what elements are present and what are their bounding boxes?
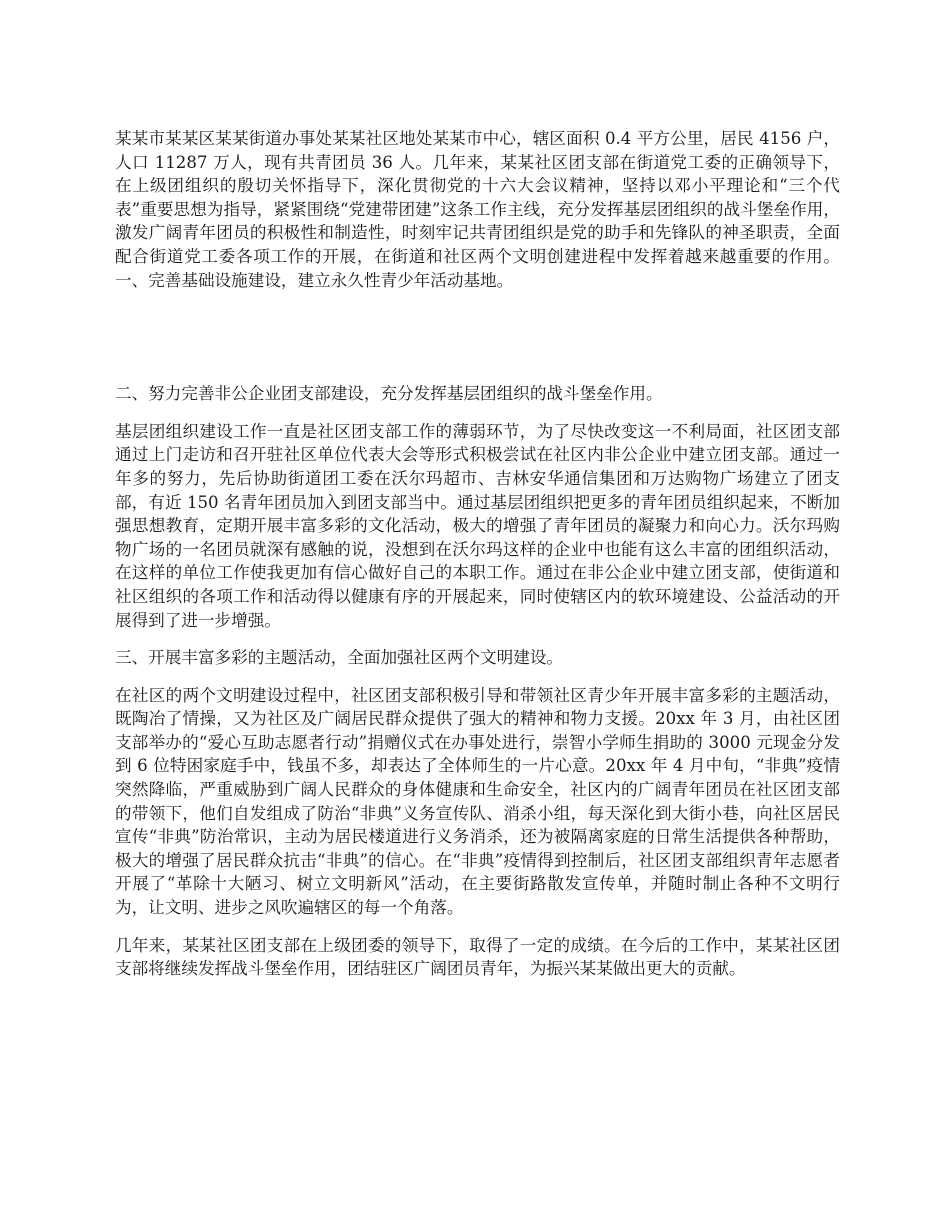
section-two-paragraph: 基层团组织建设工作一直是社区团支部工作的薄弱环节，为了尽快改变这一不利局面，社区团支部通过上门走访和召开驻社区单位代表大会等形式积极尝试在社区内非公企业中建立团支部。通过一年多的努力，先后协助街道团工委在沃尔玛超市、吉林安华通信集团和万达购物广场建立了团支部，有近 150 名青年团员加入到团支部当中。通过基层团组织把更多的青年团员组织起来，不断加强思想教育，定期开展丰富多彩的文化活动，极大的增强了青年团员的凝聚力和向心力。沃尔玛购物广场的一名团员就深有感触的说，没想到在沃尔玛这样的企业中也能有这么丰富的团组织活动，在这样的单位工作使我更加有信心做好自己的本职工作。通过在非公企业中建立团支部，使街道和社区组织的各项工作和活动得以健康有序的开展起来，同时使辖区内的软环境建设、公益活动的开展得到了进一步增强。 — [115, 421, 840, 630]
closing-paragraph: 几年来，某某社区团支部在上级团委的领导下，取得了一定的成绩。在今后的工作中，某某社区团支部将继续发挥战斗堡垒作用，团结驻区广阔团员青年，为振兴某某做出更大的贡献。 — [115, 935, 840, 979]
section-heading-three: 三、开展丰富多彩的主题活动，全面加强社区两个文明建设。 — [115, 648, 564, 668]
section-three-paragraph: 在社区的两个文明建设过程中，社区团支部积极引导和带领社区青少年开展丰富多彩的主题活动，既陶冶了情操，又为社区及广阔居民群众提供了强大的精神和物力支援。20xx 年 3 月，由社区团支部举办的“爱心互助志愿者行动”捐赠仪式在办事处进行，崇智小学师生捐助的 3000 元现金分发到 6 位特困家庭手中，钱虽不多，却表达了全体师生的一片心意。20xx 年 4 月中旬，“非典”疫情突然降临，严重威胁到广阔人民群众的身体健康和生命安全，社区内的广阔青年团员在社区团支部的带领下，他们自发组成了防治“非典”义务宣传队、消杀小组，每天深化到大街小巷，向社区居民宣传“非典”防治常识，主动为居民楼道进行义务消杀，还为被隔离家庭的日常生活提供各种帮助，极大的增强了居民群众抗击“非典”的信心。在“非典”疫情得到控制后，社区团支部组织青年志愿者开展了“革除十大陋习、树立文明新风”活动，在主要街路散发宣传单，并随时制止各种不文明行为，让文明、进步之风吹遍辖区的每一个角落。 — [115, 685, 840, 918]
document-body — [115, 127, 840, 995]
intro-paragraph: 某某市某某区某某街道办事处某某社区地处某某市中心，辖区面积 0.4 平方公里，居民 4156 户，人口 11287 万人，现有共青团员 36 人。几年来，某某社区团支部在街道党工委的正确领导下，在上级团组织的殷切关怀指导下，深化贯彻党的十六大会议精神，坚持以邓小平理论和“三个代表”重要思想为指导，紧紧围绕“党建带团建”这条工作主线，充分发挥基层团组织的战斗堡垒作用，激发广阔青年团员的积极性和制造性，时刻牢记共青团组织是党的助手和先锋队的神圣职责，全面配合街道党工委各项工作的开展，在街道和社区两个文明创建进程中发挥着越来越重要的作用。一、完善基础设施建设，建立永久性青少年活动基地。 — [115, 129, 840, 290]
blank-space — [115, 292, 840, 382]
section-heading-two: 二、努力完善非公企业团支部建设，充分发挥基层团组织的战斗堡垒作用。 — [115, 384, 663, 404]
